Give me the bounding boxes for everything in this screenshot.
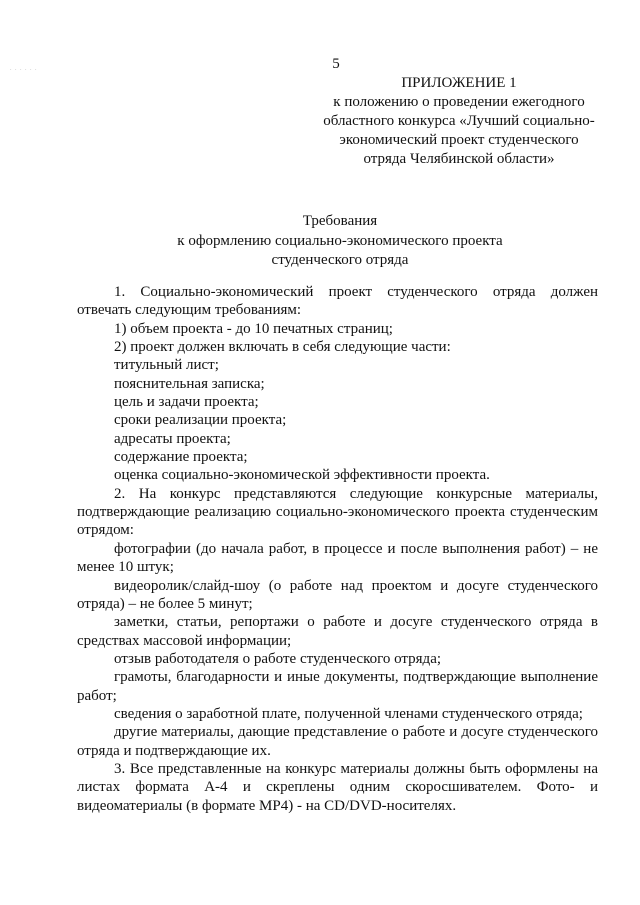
requirement-item: 1) объем проекта - до 10 печатных страниц; <box>114 320 393 337</box>
project-part-item: сроки реализации проекта; <box>114 412 287 429</box>
material-item: другие материалы, дающие представление о работе и досуге студенческого отряда и подтверждающие их. <box>77 724 598 759</box>
title-line: к оформлению социально-экономического проекта <box>177 232 503 249</box>
appendix-line: областного конкурса «Лучший социально- <box>323 113 595 129</box>
title-line: студенческого отряда <box>271 252 409 268</box>
material-item: заметки, статьи, репортажи о работе и досуге студенческого отряда в средствах массовой информации; <box>77 614 598 649</box>
project-part-item: адресаты проекта; <box>114 430 231 447</box>
material-item: фотографии (до начала работ, в процессе и после выполнения работ) – не менее 10 штук; <box>77 540 598 576</box>
project-part-item: цель и задачи проекта; <box>114 394 259 411</box>
scan-artifact: . . . . . . <box>10 66 38 72</box>
material-item: сведения о заработной плате, полученной членами студенческого отряда; <box>114 705 583 722</box>
document-title <box>80 212 600 271</box>
title-heading: Требования <box>302 213 378 229</box>
requirement-item: 2) проект должен включать в себя следующие части: <box>114 339 451 356</box>
project-part-item: титульный лист; <box>114 357 219 374</box>
appendix-line: к положению о проведении ежегодного <box>333 94 585 110</box>
appendix-line: экономический проект студенческого <box>339 132 579 148</box>
document-body <box>77 283 598 815</box>
project-part-item: пояснительная записка; <box>114 375 265 392</box>
paragraph-2: 2. На конкурс представляются следующие конкурсные материалы, подтверждающие реализацию социально-экономического проекта студенческим отрядом: <box>77 485 598 539</box>
project-part-item: оценка социально-экономической эффективности проекта. <box>114 467 490 484</box>
material-item: грамоты, благодарности и иные документы, подтверждающие выполнение работ; <box>77 669 598 704</box>
project-part-item: содержание проекта; <box>114 449 248 466</box>
material-item: отзыв работодателя о работе студенческого отряда; <box>114 650 442 667</box>
paragraph-3: 3. Все представленные на конкурс материалы должны быть оформлены на листах формата А-4 и скреплены одним скоросшивателем. Фото- и видеоматериалы (в формате MP4) - на CD/DVD-носителях. <box>77 760 598 814</box>
appendix-title: ПРИЛОЖЕНИЕ 1 <box>401 75 517 91</box>
paragraph-1: 1. Социально-экономический проект студенческого отряда должен отвечать следующим требованиям: <box>77 284 598 319</box>
appendix-header <box>318 74 600 169</box>
material-item: видеоролик/слайд-шоу (о работе над проектом и досуге студенческого отряда) – не более 5 минут; <box>77 577 598 612</box>
appendix-line: отряда Челябинской области» <box>363 151 555 167</box>
page-number: 5 <box>332 56 340 72</box>
